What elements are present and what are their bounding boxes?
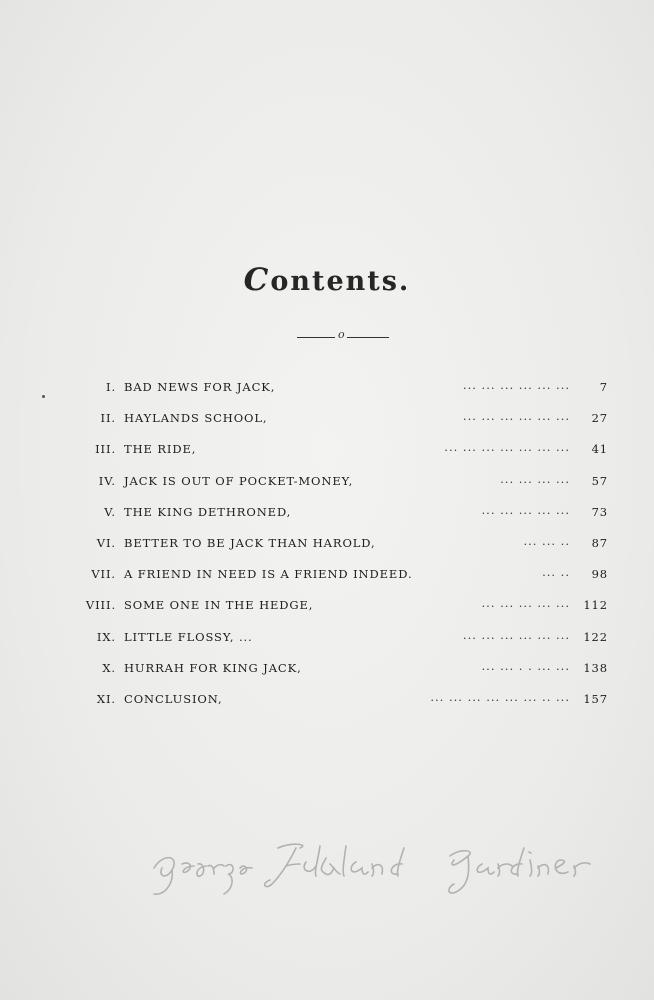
chapter-number: IV. — [98, 473, 116, 488]
page-number: 98 — [591, 567, 608, 582]
contents-entry — [0, 405, 654, 436]
chapter-title: BAD NEWS FOR JACK, — [124, 380, 276, 394]
ornament-line-right — [347, 337, 389, 338]
chapter-title: HAYLANDS SCHOOL, — [124, 411, 268, 426]
chapter-title: A FRIEND IN NEED IS A FRIEND INDEED. — [124, 567, 413, 582]
page-number: 7 — [599, 380, 608, 394]
chapter-title: JACK IS OUT OF POCKET-MONEY, — [124, 473, 354, 488]
chapter-title: BETTER TO BE JACK THAN HAROLD, — [124, 535, 376, 550]
chapter-number: VII. — [91, 567, 116, 582]
chapter-title: SOME ONE IN THE HEDGE, — [124, 598, 314, 613]
contents-entry — [0, 530, 654, 561]
page-number: 122 — [583, 629, 608, 644]
heading-rest: ontents. — [270, 266, 411, 297]
leader-dots: ... ... . . ... ... — [481, 658, 570, 673]
chapter-title: THE KING DETHRONED, — [124, 504, 292, 519]
page-number: 57 — [591, 473, 608, 488]
page-number: 157 — [583, 691, 608, 706]
leader-dots: ... ... ... ... ... ... ... — [444, 440, 570, 455]
contents-entry — [0, 624, 654, 655]
page-number: 73 — [591, 504, 608, 519]
handwritten-signature — [150, 838, 645, 898]
chapter-number: VI. — [96, 535, 116, 550]
leader-dots: ... ... ... ... ... ... .. ... — [430, 689, 570, 704]
leader-dots: ... ... ... ... ... ... — [462, 409, 570, 424]
page-number: 41 — [591, 442, 608, 457]
page-number: 87 — [591, 535, 608, 550]
contents-entry — [0, 686, 654, 717]
leader-dots: ... ... ... ... ... ... — [462, 378, 570, 392]
rule-ornament — [297, 330, 389, 344]
chapter-number: XI. — [96, 691, 116, 706]
contents-entry — [0, 468, 654, 499]
ornament-line-left — [297, 337, 335, 338]
leader-dots: ... ... ... ... ... — [481, 596, 570, 611]
chapter-title: THE RIDE, — [124, 442, 197, 457]
chapter-title: LITTLE FLOSSY, ... — [124, 629, 253, 644]
contents-entry — [0, 436, 654, 467]
chapter-title: HURRAH FOR KING JACK, — [124, 660, 302, 675]
contents-entry — [0, 592, 654, 623]
leader-dots: ... ... ... ... ... ... — [462, 627, 570, 642]
chapter-number: V. — [104, 504, 116, 519]
contents-entry — [0, 655, 654, 686]
contents-entry — [0, 561, 654, 592]
chapter-number: VIII. — [85, 598, 116, 613]
chapter-number: I. — [106, 380, 116, 394]
heading-initial: C — [243, 262, 271, 298]
leader-dots: ... ... ... ... ... — [481, 502, 570, 517]
chapter-number: III. — [95, 442, 116, 457]
contents-heading — [0, 262, 654, 298]
chapter-number: II. — [100, 411, 116, 426]
leader-dots: ... .. — [542, 565, 570, 580]
chapter-number: X. — [102, 660, 116, 675]
contents-entry — [0, 499, 654, 530]
contents-entry — [0, 374, 654, 405]
contents-list — [0, 374, 654, 717]
page-number: 138 — [583, 660, 608, 675]
chapter-title: CONCLUSION, — [124, 691, 223, 706]
page-number: 112 — [583, 598, 608, 613]
leader-dots: ... ... ... ... — [500, 471, 570, 486]
ornament-mark: o — [338, 328, 345, 341]
page-number: 27 — [591, 411, 608, 426]
chapter-number: IX. — [96, 629, 116, 644]
leader-dots: ... ... .. — [523, 533, 570, 548]
